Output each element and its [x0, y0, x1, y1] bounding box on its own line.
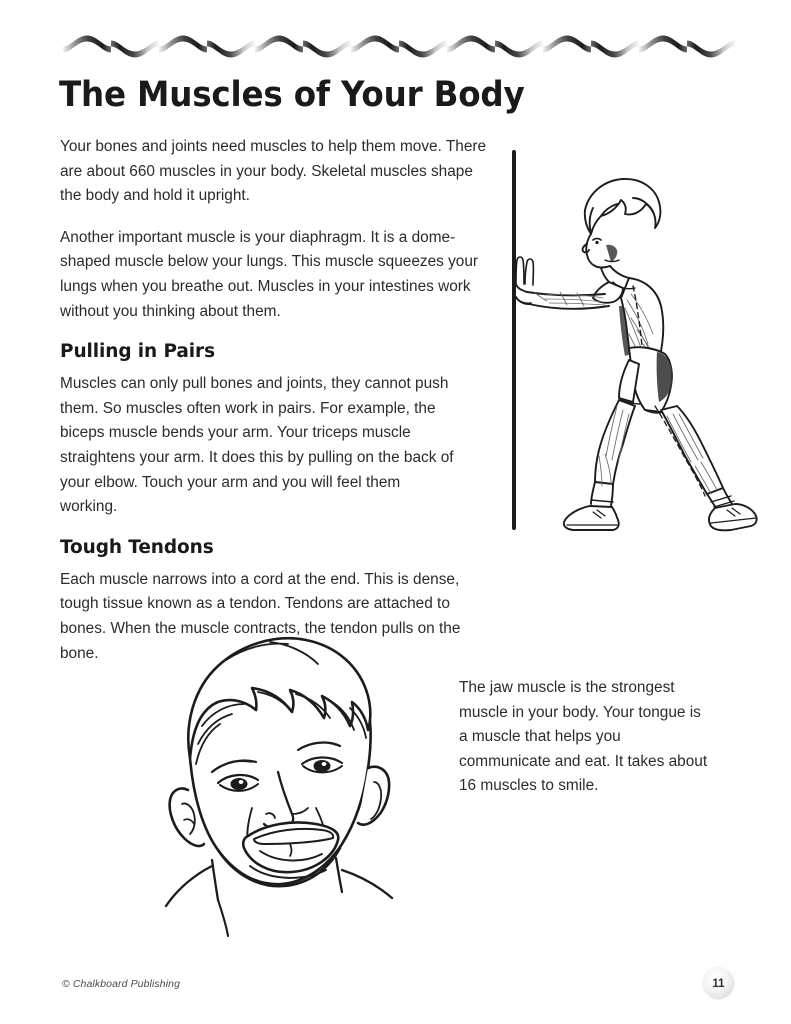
- subheading-pulling-in-pairs: Pulling in Pairs: [60, 341, 215, 363]
- boy-pushing-wall-muscles-illustration: [505, 148, 767, 532]
- footer-copyright: © Chalkboard Publishing: [62, 978, 181, 990]
- subheading-tough-tendons: Tough Tendons: [60, 536, 214, 558]
- main-text-column: [60, 135, 492, 683]
- twisted-ribbon-decorative-border: [63, 28, 737, 62]
- paragraph-diaphragm: Another important muscle is your diaphragm. It is a dome-shaped muscle below your lungs. This muscle squeezes your lungs when you breathe out. Muscles in your intestines work without you thinking about them.: [60, 228, 479, 320]
- paragraph-intro: Your bones and joints need muscles to help them move. There are about 660 muscles in your body. Skeletal muscles shape the body and hold it upright.: [60, 138, 487, 205]
- page-number-badge: 11: [703, 968, 734, 999]
- side-note-jaw-muscle: The jaw muscle is the strongest muscle in your body. Your tongue is a muscle that helps you communicate and eat. It takes about 16 muscles to smile.: [459, 679, 708, 795]
- smiling-boy-face-illustration: [140, 608, 435, 943]
- paragraph-tendons: Each muscle narrows into a cord at the end. This is dense, tough tissue known as a tendon. Tendons are attached to bones. When the muscle contracts, the tendon pulls on the bone.: [60, 570, 461, 662]
- page-title: The Muscles of Your Body: [59, 75, 525, 115]
- paragraph-pairs: Muscles can only pull bones and joints, they cannot push them. So muscles often work in pairs. For example, the biceps muscle bends your arm. Your triceps muscle straightens your arm. It does this by pulling on the back of your elbow. Touch your arm and you will feel them working.: [60, 375, 454, 516]
